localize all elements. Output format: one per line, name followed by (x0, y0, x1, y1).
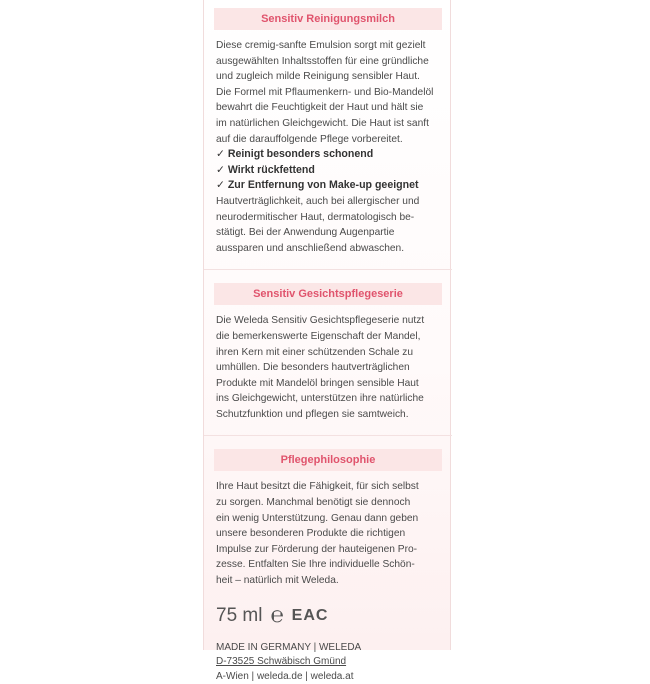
manufacturer-websites: A-Wien | weleda.de | weleda.at (216, 670, 354, 682)
text-line: ihren Kern mit einer schützenden Schale zu (216, 346, 414, 358)
manufacturer-line: MADE IN GERMANY | WELEDA (216, 641, 362, 653)
text-line: Hautverträglichkeit, auch bei allergischer und (216, 195, 420, 207)
text-line: ein wenig Unterstützung. Genau dann geben (216, 512, 419, 524)
text-line: unsere besonderen Produkte die richtigen (216, 528, 406, 540)
manufacturer-address: D-73525 Schwäbisch Gmünd (216, 656, 347, 668)
benefit-item: ✓ Wirkt rückfettend (216, 163, 315, 176)
text-line: und zugleich milde Reinigung sensibler Haut. (216, 71, 420, 83)
text-line: Die Weleda Sensitiv Gesichtspflegeserie nutzt (216, 315, 425, 327)
text-line: ausgewählten Inhaltsstoffen für eine gründliche (216, 55, 429, 67)
section-text-pflegephilosophie (216, 479, 440, 588)
text-line: heit – natürlich mit Weleda. (216, 575, 339, 587)
section-heading-pflegephilosophie: Pflegephilosophie (214, 449, 442, 471)
section-divider (204, 256, 452, 270)
text-line: Schutzfunktion und pflegen sie samtweich. (216, 408, 409, 420)
label-content (216, 8, 440, 684)
text-line: im natürlichen Gleichgewicht. Die Haut ist sanft (216, 117, 429, 129)
section-text-gesichtspflegeserie (216, 313, 440, 422)
text-line: Ihre Haut besitzt die Fähigkeit, für sich selbst (216, 481, 419, 493)
text-line: die bemerkenswerte Eigenschaft der Mandel, (216, 330, 421, 342)
manufacturer-info (216, 641, 440, 684)
text-line: bewahrt die Feuchtigkeit der Haut und hält sie (216, 102, 424, 114)
text-line: Produkte mit Mandelöl bringen sensible Haut (216, 377, 419, 389)
text-line: aussparen und anschließend abwaschen. (216, 242, 405, 254)
text-line: zesse. Entfalten Sie Ihre individuelle Schön- (216, 559, 415, 571)
section-text-vertraeglichkeit (216, 194, 440, 256)
text-line: Die Formel mit Pflaumenkern- und Bio-Mandelöl (216, 86, 434, 98)
text-line: Diese cremig-sanfte Emulsion sorgt mit gezielt (216, 40, 426, 51)
section-text-reinigungsmilch (216, 38, 440, 147)
volume-label: 75 ml (216, 604, 263, 626)
benefit-item: ✓ Reinigt besonders schonend (216, 148, 374, 161)
label-panel (203, 0, 451, 682)
text-line: umhüllen. Die besonders hautverträglichen (216, 362, 410, 374)
text-line: ins Gleichgewicht, unterstützen ihre natürliche (216, 393, 424, 405)
text-line: zu sorgen. Manchmal benötigt sie dennoch (216, 497, 411, 509)
section-heading-gesichtspflegeserie: Sensitiv Gesichtspflegeserie (214, 283, 442, 305)
benefit-item: ✓ Zur Entfernung von Make-up geeignet (216, 179, 419, 192)
benefit-checklist (216, 147, 440, 194)
text-line: Impulse zur Förderung der hauteigenen Pro- (216, 543, 418, 555)
section-heading-reinigungsmilch: Sensitiv Reinigungsmilch (214, 8, 442, 30)
estimated-sign-icon: ℮ (270, 602, 284, 628)
text-line: neurodermitischer Haut, dermatologisch be- (216, 211, 415, 223)
volume-row (216, 602, 440, 628)
section-divider (204, 422, 452, 436)
text-line: stätigt. Bei der Anwendung Augenpartie (216, 227, 395, 239)
eac-mark-icon: EAC (291, 606, 329, 624)
text-line: auf die darauffolgende Pflege vorbereitet. (216, 133, 403, 145)
